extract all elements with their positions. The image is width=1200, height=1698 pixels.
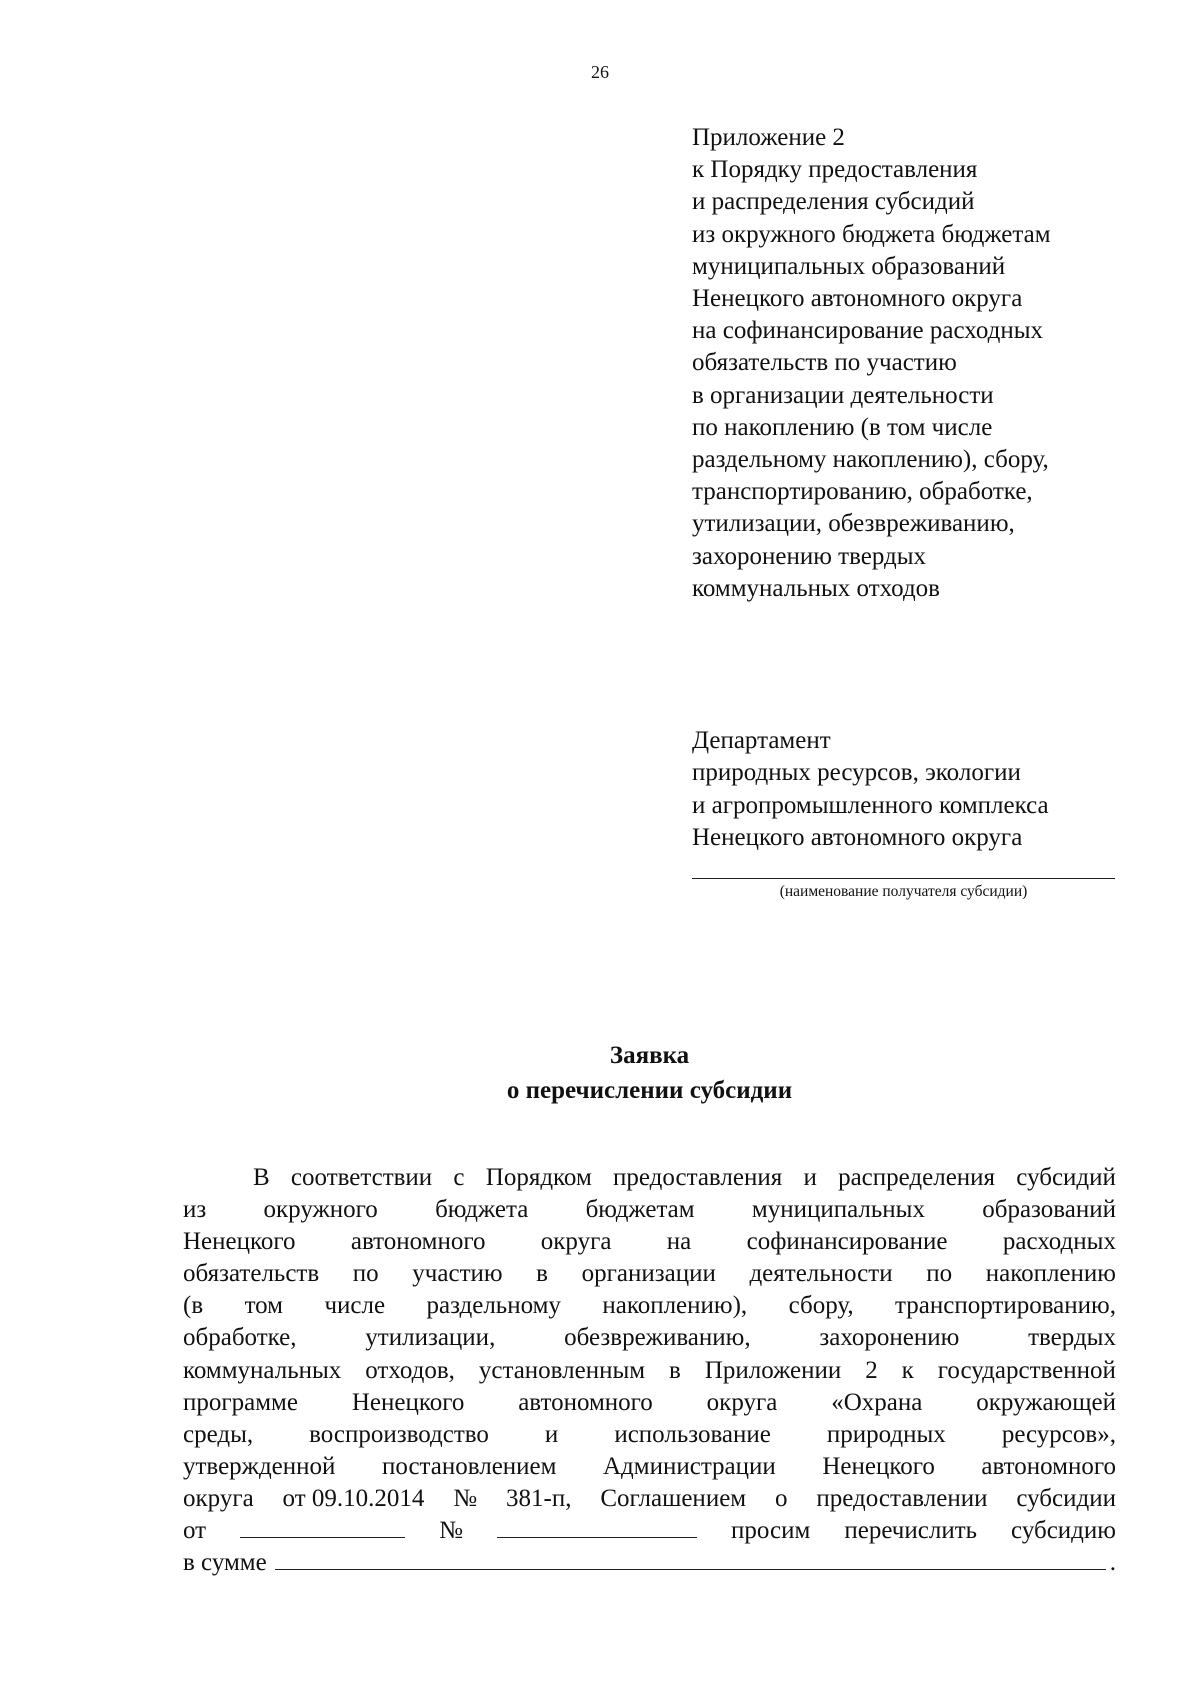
body-word: захоронению: [819, 1324, 960, 1352]
body-word: образований: [982, 1196, 1116, 1224]
body-word: постановлением: [381, 1452, 557, 1480]
recipient-block: [692, 725, 1192, 854]
appendix-line: транспортированию, обработке,: [692, 478, 1033, 506]
body-word: отходов,: [365, 1356, 455, 1384]
body-word: 2: [865, 1356, 878, 1384]
document-title: [183, 1038, 1116, 1108]
recipient-line: природных ресурсов, экологии: [692, 759, 1021, 787]
body-word: субсидий: [1016, 1164, 1116, 1191]
body-line: [183, 1483, 1116, 1515]
body-word: твердых: [1028, 1324, 1116, 1352]
body-word: округа: [706, 1388, 778, 1416]
body-word: по: [926, 1260, 953, 1288]
body-word: сбору,: [788, 1292, 854, 1320]
body-word: Ненецкого: [351, 1388, 465, 1416]
body-word: обработке,: [183, 1324, 297, 1352]
body-word: предоставлении: [816, 1484, 988, 1512]
body-line: [183, 1451, 1116, 1483]
appendix-line: и распределения субсидий: [692, 188, 975, 216]
appendix-line: по накоплению (в том числе: [692, 413, 993, 441]
body-word: утилизации,: [365, 1324, 496, 1352]
body-word: воспроизводство: [309, 1420, 489, 1448]
body-word: обязательств: [183, 1260, 320, 1288]
body-word: и: [544, 1420, 559, 1448]
body-word: том: [244, 1292, 284, 1320]
body-word: участию: [412, 1260, 503, 1288]
body-word: расходных: [1002, 1228, 1116, 1256]
sum-end: .: [1109, 1549, 1116, 1577]
body-word: распределения: [838, 1164, 996, 1191]
body-line-sum: [183, 1547, 1116, 1579]
body-line: [183, 1226, 1116, 1258]
body-word: к: [901, 1356, 914, 1384]
body-word: обезвреживанию,: [564, 1324, 751, 1352]
body-paragraph: [183, 1162, 1116, 1515]
body-word: природных: [826, 1420, 946, 1448]
body-word: утвержденной: [183, 1452, 336, 1480]
body-word: в: [669, 1356, 681, 1384]
body-word: Порядком: [485, 1164, 592, 1191]
body-line: [183, 1194, 1116, 1226]
body-word: автономного: [350, 1228, 486, 1256]
appendix-line: обязательств по участию: [692, 349, 957, 377]
body-word: окружающей: [976, 1388, 1116, 1416]
body-word: деятельности: [749, 1260, 893, 1288]
request-word: перечислить: [844, 1517, 978, 1545]
appendix-line: муниципальных образований: [692, 252, 1006, 280]
appendix-line: к Порядку предоставления: [692, 156, 978, 184]
title-line-2: о перечислении субсидии: [506, 1077, 793, 1104]
appendix-line: в организации деятельности: [692, 381, 994, 409]
body-word: накоплению),: [602, 1292, 748, 1320]
body-word: о: [775, 1484, 788, 1512]
body-word: с: [453, 1164, 465, 1191]
appendix-line: утилизации, обезвреживанию,: [692, 510, 1015, 538]
body-word: округа: [540, 1228, 612, 1256]
body-word: программе: [183, 1388, 298, 1416]
body-word: в: [536, 1260, 548, 1288]
body-word: Ненецкого: [822, 1452, 935, 1480]
body-word: софинансирование: [746, 1228, 948, 1256]
recipient-line: Ненецкого автономного округа: [692, 823, 1023, 851]
body-line: [183, 1355, 1116, 1387]
body-line: [183, 1387, 1116, 1419]
body-word: 381-п,: [506, 1484, 572, 1512]
body-word: по: [352, 1260, 379, 1288]
body-word: (в: [183, 1292, 204, 1320]
body-word: установленным: [478, 1356, 646, 1384]
body-word: Приложении: [704, 1356, 842, 1384]
number-label: №: [439, 1517, 463, 1545]
body-word: числе: [324, 1292, 386, 1320]
body-word: накоплению: [985, 1260, 1116, 1288]
page-number: 26: [591, 62, 609, 82]
appendix-line: на софинансирование расходных: [692, 317, 1043, 345]
body-word: бюджетам: [585, 1196, 695, 1224]
from-label: от: [183, 1517, 207, 1545]
body-word: В: [253, 1164, 270, 1191]
body-word: бюджета: [435, 1196, 529, 1224]
body-line: [183, 1162, 1116, 1194]
appendix-line: коммунальных отходов: [692, 574, 940, 602]
body-word: Ненецкого: [183, 1228, 296, 1256]
title-line-1: Заявка: [609, 1042, 690, 1069]
body-word: от 09.10.2014: [282, 1484, 425, 1512]
body-word: «Охрана: [831, 1388, 923, 1416]
body-word: и: [803, 1164, 817, 1191]
body-word: автономного: [981, 1452, 1116, 1480]
body-word: среды,: [183, 1420, 254, 1448]
appendix-header: [692, 122, 1192, 605]
body-word: использование: [614, 1420, 771, 1448]
subsidy-amount-field[interactable]: [275, 1547, 1106, 1570]
body-word: коммунальных: [183, 1356, 342, 1384]
appendix-line: захоронению твердых: [692, 542, 927, 570]
appendix-line: из окружного бюджета бюджетам: [692, 220, 1051, 248]
body-word: Администрации: [603, 1452, 776, 1480]
body-word: субсидии: [1016, 1484, 1116, 1512]
body-line: [183, 1290, 1116, 1322]
body-word: соответствии: [290, 1164, 433, 1191]
appendix-line: раздельному накоплению), сбору,: [692, 446, 1049, 474]
body-line-request: [183, 1515, 1116, 1547]
agreement-number-field[interactable]: [497, 1515, 697, 1538]
body-word: предоставления: [613, 1164, 783, 1191]
recipient-line: Департамент: [692, 727, 831, 754]
request-word: субсидию: [1011, 1517, 1116, 1545]
request-word: просим: [731, 1517, 811, 1545]
body-word: раздельному: [426, 1292, 561, 1320]
recipient-caption: (наименование получателя субсидии): [779, 883, 1028, 900]
application-body: [183, 1162, 1116, 1579]
appendix-line: Приложение 2: [692, 124, 845, 151]
body-word: муниципальных: [751, 1196, 925, 1224]
recipient-line: и агропромышленного комплекса: [692, 791, 1049, 819]
body-word: на: [666, 1228, 692, 1256]
body-word: из: [183, 1196, 207, 1224]
body-line: [183, 1322, 1116, 1354]
body-line: [183, 1419, 1116, 1451]
agreement-date-field[interactable]: [240, 1515, 405, 1538]
body-word: округа: [183, 1484, 254, 1512]
body-word: государственной: [937, 1356, 1116, 1384]
body-word: автономного: [518, 1388, 653, 1416]
body-word: транспортированию,: [895, 1292, 1116, 1320]
recipient-blank-line: [692, 878, 1115, 879]
appendix-line: Ненецкого автономного округа: [692, 285, 1023, 313]
body-line: [183, 1258, 1116, 1290]
body-word: №: [453, 1484, 478, 1512]
sum-label: в сумме: [183, 1549, 267, 1577]
body-word: окружного: [263, 1196, 378, 1224]
body-word: Соглашением: [600, 1484, 747, 1512]
body-word: ресурсов»,: [1001, 1420, 1116, 1448]
body-word: организации: [581, 1260, 716, 1288]
